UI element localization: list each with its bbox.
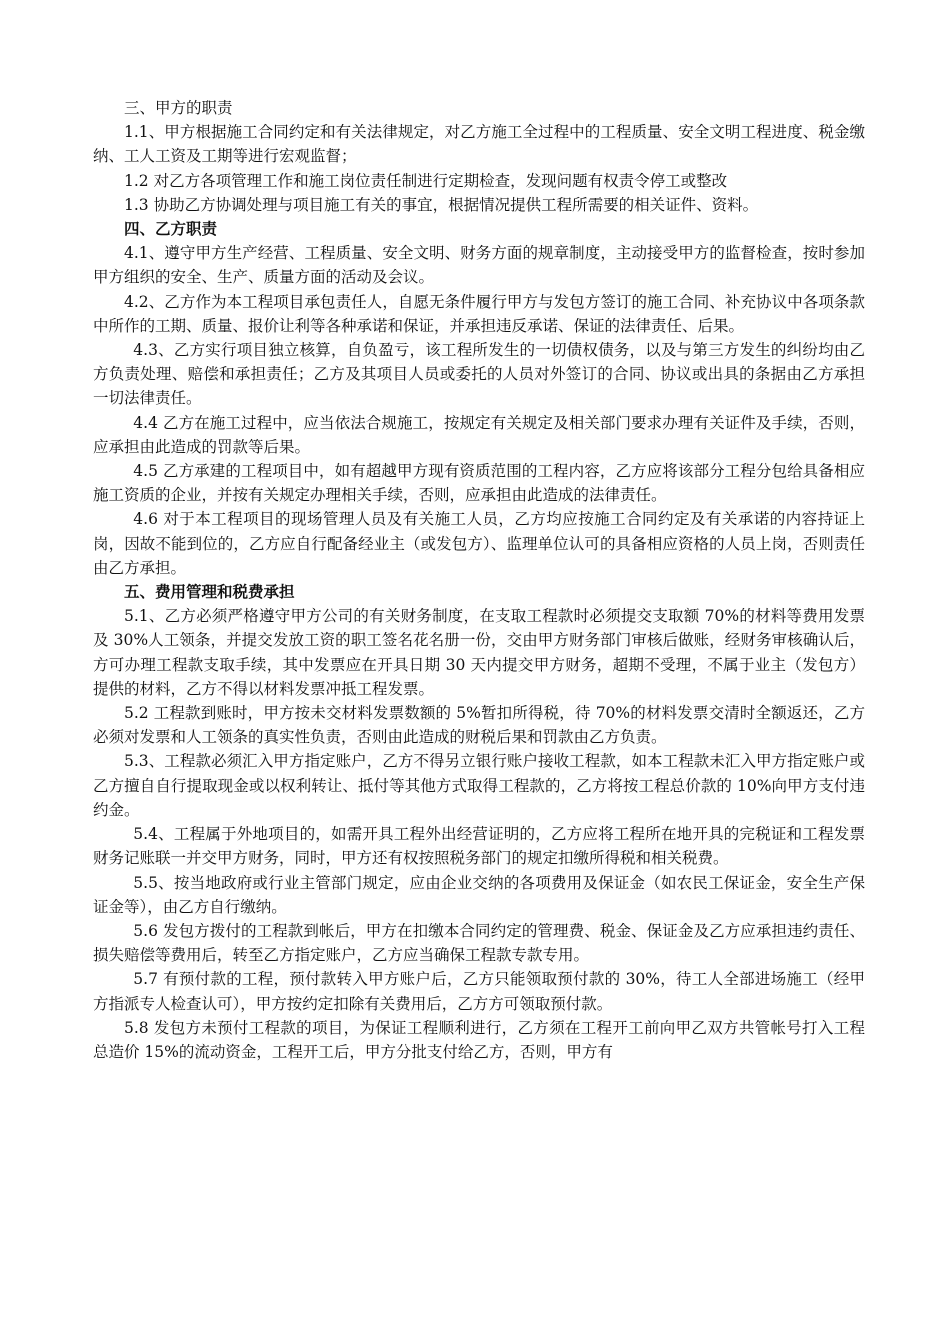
- clause-4-4: 4.4 乙方在施工过程中，应当依法合规施工，按规定有关规定及相关部门要求办理有关证件及手续，否则，应承担由此造成的罚款等后果。: [93, 413, 865, 456]
- clause-5-1: 5.1、乙方必须严格遵守甲方公司的有关财务制度，在支取工程款时必须提交支取额 70%的材料等费用发票及 30%人工领条，并提交发放工资的职工签名花名册一份，交由甲方财务部门审核后做账，经财务审核确认后，方可办理工程款支取手续，其中发票应在开具日期 30 天内提交甲方财务，超期不受理，不属于业主（发包方）提供的材料，乙方不得以材料发票冲抵工程发票。: [93, 607, 865, 698]
- clause-1-3: 1.3 协助乙方协调处理与项目施工有关的事宜，根据情况提供工程所需要的相关证件、资料。: [124, 195, 759, 214]
- section-three-heading: 三、甲方的职责: [124, 99, 233, 117]
- clause-4-3: 4.3、乙方实行项目独立核算，自负盈亏，该工程所发生的一切债权债务，以及与第三方发生的纠纷均由乙方负责处理、赔偿和承担责任；乙方及其项目人员或委托的人员对外签订的合同、协议或出具的条据由乙方承担一切法律责任。: [93, 341, 865, 408]
- clause-5-6: 5.6 发包方拨付的工程款到帐后，甲方在扣缴本合同约定的管理费、税金、保证金及乙方应承担违约责任、损失赔偿等费用后，转至乙方指定账户，乙方应当确保工程款专款专用。: [93, 921, 865, 965]
- clause-5-4: 5.4、工程属于外地项目的，如需开具工程外出经营证明的，乙方应将工程所在地开具的完税证和工程发票财务记账联一并交甲方财务，同时，甲方还有权按照税务部门的规定扣缴所得税和相关税费。: [93, 825, 865, 868]
- clause-5-7: 5.7 有预付款的工程，预付款转入甲方账户后，乙方只能领取预付款的 30%，待工人全部进场施工（经甲方指派专人检查认可），甲方按约定扣除有关费用后，乙方方可领取预付款。: [93, 970, 865, 1013]
- clause-4-2: 4.2、乙方作为本工程项目承包责任人，自愿无条件履行甲方与发包方签订的施工合同、补充协议中各项条款中所作的工期、质量、报价让利等各种承诺和保证，并承担违反承诺、保证的法律责任、后果。: [93, 292, 865, 335]
- section-four-heading: 四、乙方职责: [124, 219, 218, 239]
- section-five-heading: 五、费用管理和税费承担: [124, 582, 295, 602]
- document-page: [93, 96, 865, 1064]
- clause-5-5: 5.5、按当地政府或行业主管部门规定，应由企业交纳的各项费用及保证金（如农民工保证金，安全生产保证金等），由乙方自行缴纳。: [93, 873, 865, 916]
- clause-5-2: 5.2 工程款到账时，甲方按未交材料发票数额的 5%暂扣所得税，待 70%的材料发票交清时全额返还，乙方必须对发票和人工领条的真实性负责，否则由此造成的财税后果和罚款由乙方负责。: [93, 704, 865, 747]
- clause-1-2: 1.2 对乙方各项管理工作和施工岗位责任制进行定期检查，发现问题有权责令停工或整改: [124, 171, 728, 190]
- clause-4-1: 4.1、遵守甲方生产经营、工程质量、安全文明、财务方面的规章制度，主动接受甲方的监督检查，按时参加甲方组织的安全、生产、质量方面的活动及会议。: [93, 244, 865, 287]
- clause-4-6: 4.6 对于本工程项目的现场管理人员及有关施工人员，乙方均应按施工合同约定及有关承诺的内容持证上岗，因故不能到位的，乙方应自行配备经业主（或发包方）、监理单位认可的具备相应资格的人员上岗，否则责任由乙方承担。: [93, 510, 865, 577]
- clause-1-1: 1.1、甲方根据施工合同约定和有关法律规定，对乙方施工全过程中的工程质量、安全文明工程进度、税金缴纳、工人工资及工期等进行宏观监督；: [93, 123, 865, 166]
- clause-5-3: 5.3、工程款必须汇入甲方指定账户，乙方不得另立银行账户接收工程款，如本工程款未汇入甲方指定账户或乙方擅自自行提取现金或以权利转让、抵付等其他方式取得工程款的，乙方将按工程总价款的 10%向甲方支付违约金。: [93, 752, 865, 819]
- clause-4-5: 4.5 乙方承建的工程项目中，如有超越甲方现有资质范围的工程内容，乙方应将该部分工程分包给具备相应施工资质的企业，并按有关规定办理相关手续，否则，应承担由此造成的法律责任。: [93, 462, 865, 505]
- clause-5-8: 5.8 发包方未预付工程款的项目，为保证工程顺利进行，乙方须在工程开工前向甲乙双方共管帐号打入工程总造价 15%的流动资金，工程开工后，甲方分批支付给乙方，否则，甲方有: [93, 1018, 865, 1061]
